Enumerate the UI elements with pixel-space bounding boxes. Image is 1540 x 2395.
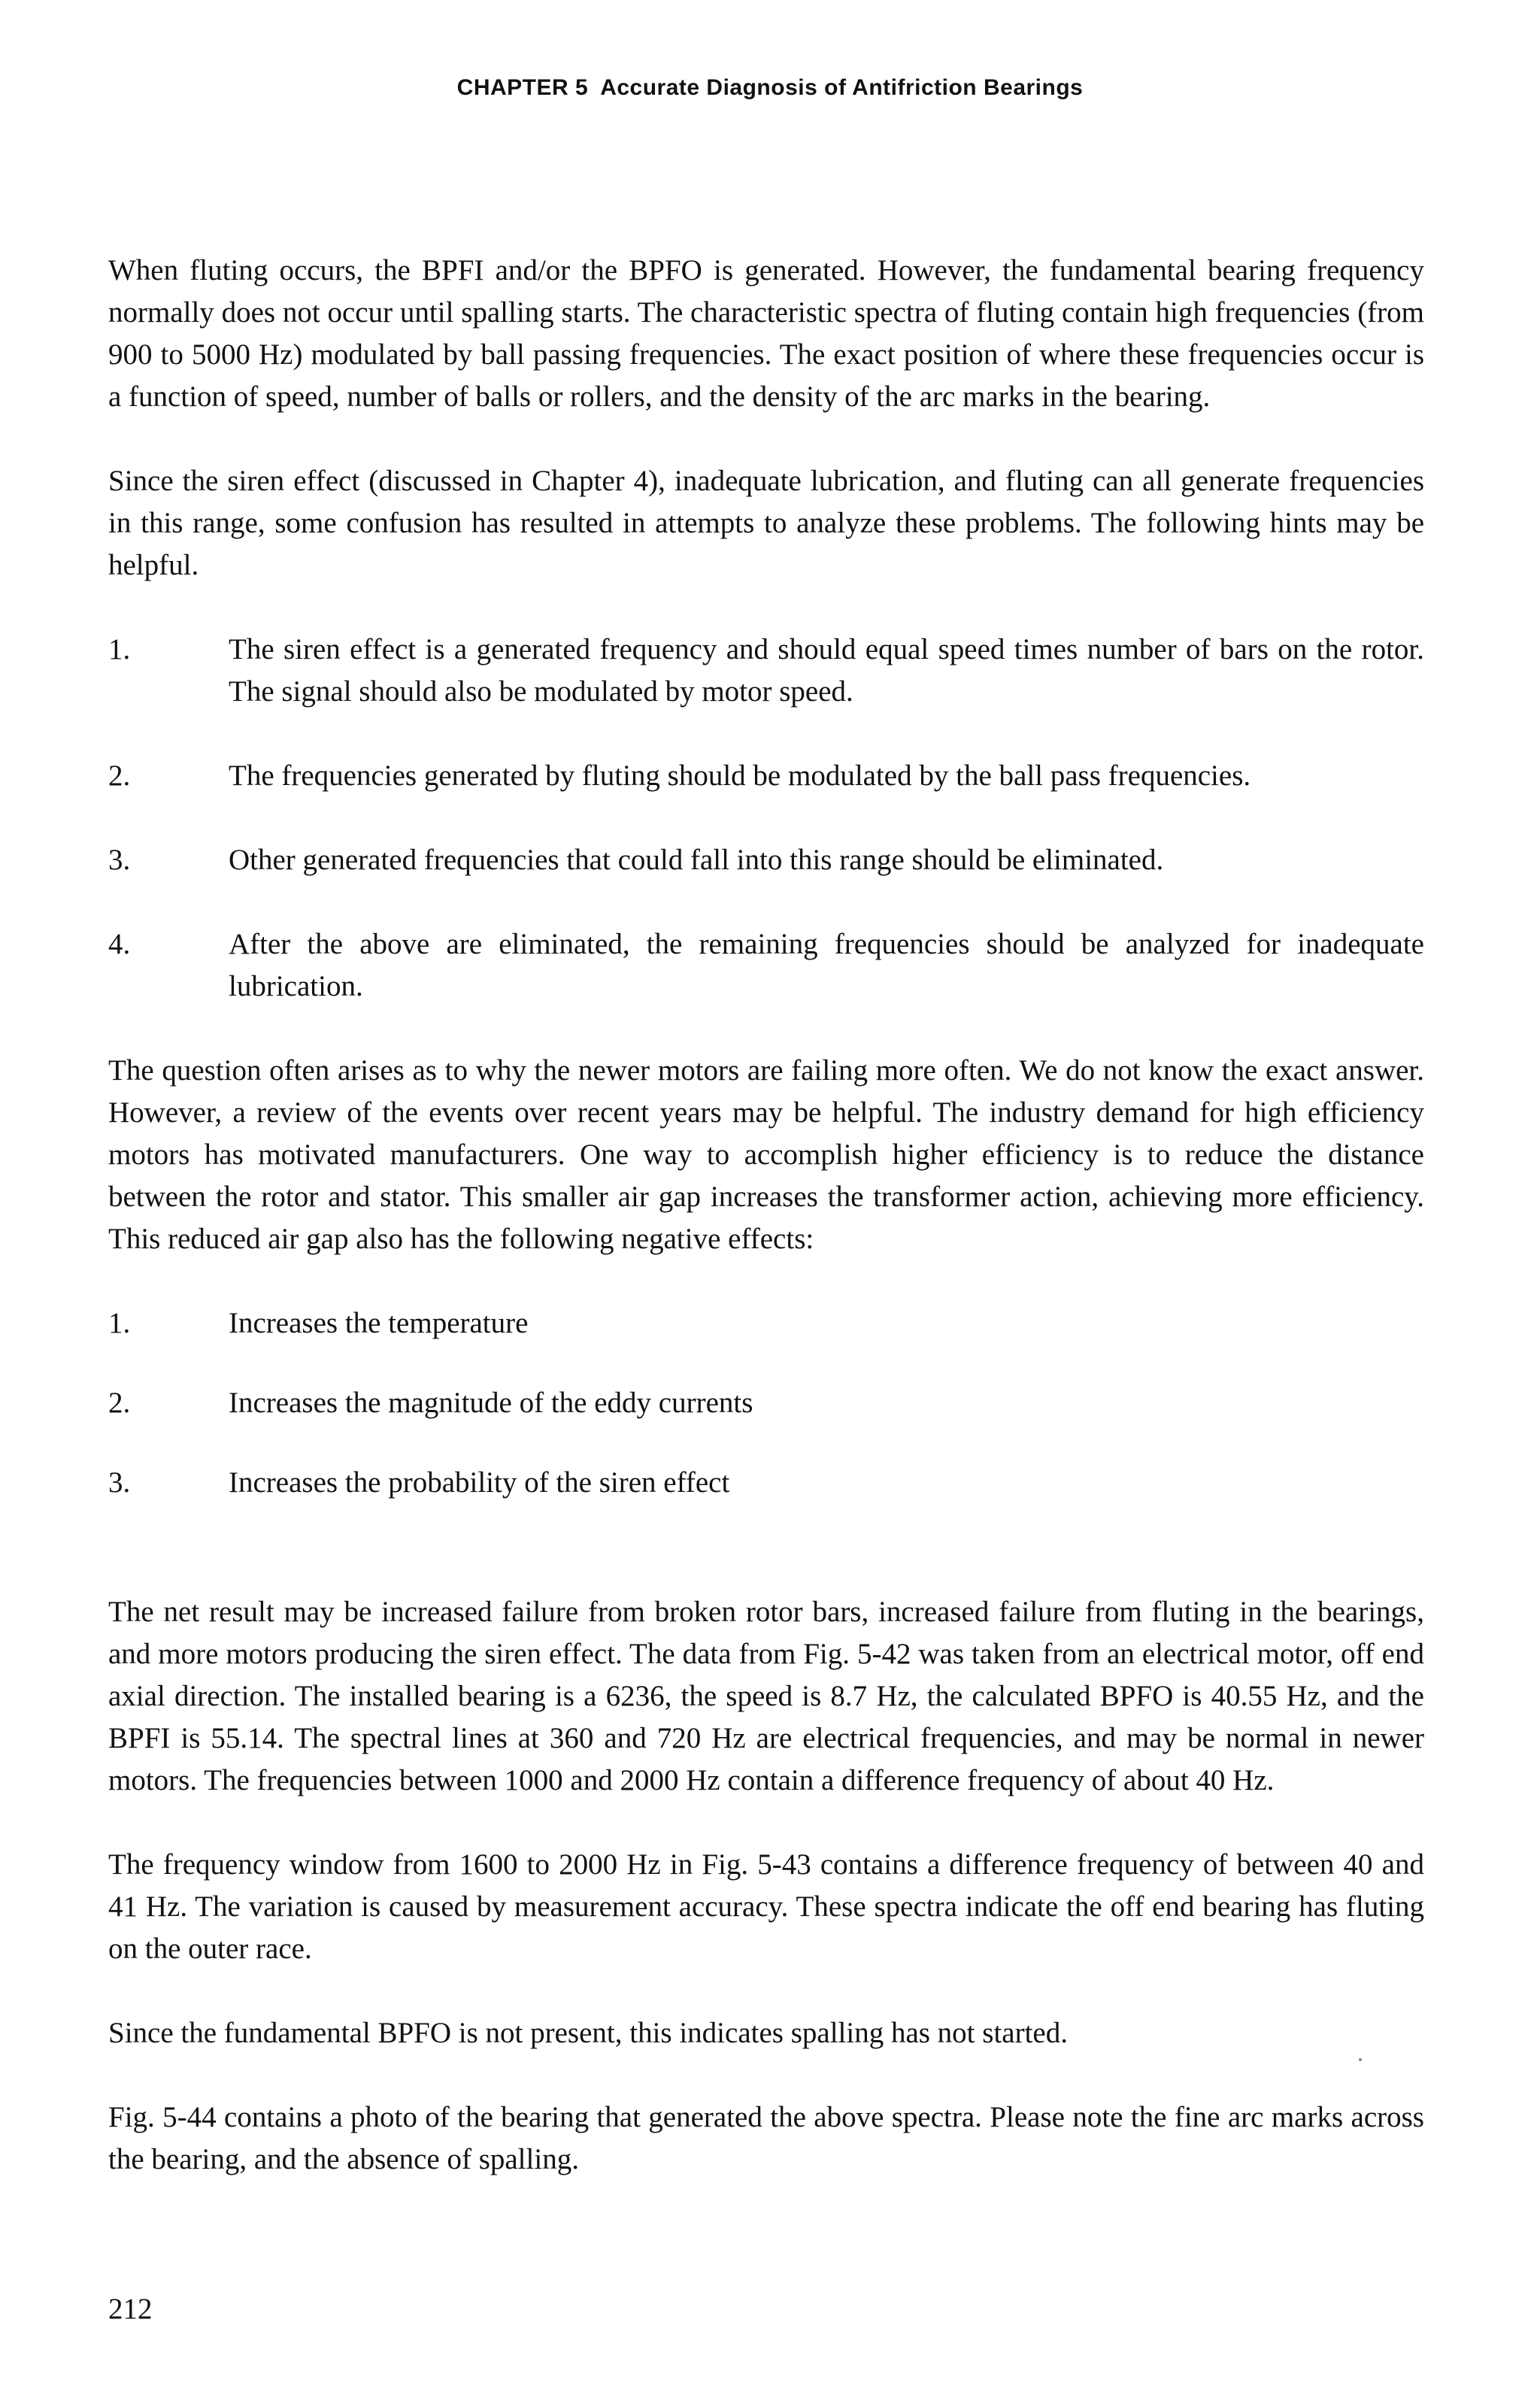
paragraph-newer-motors: The question often arises as to why the newer motors are failing more often. We do not know the exact answer. However, a review of the events over recent years may be helpful. The industry demand for high efficiency motors has motivated manufacturers. One way to accomplish higher efficiency is to reduce the distance between the rotor and stator. This smaller air gap increases the transformer action, achieving more efficiency. This reduced air gap also has the following negative effects: bbox=[108, 1054, 1424, 1255]
hints-list bbox=[108, 629, 1424, 1008]
list-item-number: 2. bbox=[108, 759, 131, 792]
list-item-text: Increases the temperature bbox=[229, 1307, 529, 1339]
list-item-number: 3. bbox=[108, 1466, 131, 1499]
paragraph-bpfo-absent: Since the fundamental BPFO is not present, this indicates spalling has not started. bbox=[108, 2017, 1068, 2049]
list-item-number: 1. bbox=[108, 1307, 131, 1339]
list-item-text: The siren effect is a generated frequency and should equal speed times number of bars on the rotor. The signal should also be modulated by motor speed. bbox=[229, 633, 1424, 708]
chapter-label: CHAPTER 5 bbox=[456, 75, 589, 100]
paragraph-siren-effect: Since the siren effect (discussed in Chapter 4), inadequate lubrication, and fluting can all generate frequencies in this range, some confusion has resulted in attempts to analyze these problems. The following hints may be helpful. bbox=[108, 465, 1424, 581]
list-item-text: Increases the probability of the siren effect bbox=[229, 1466, 730, 1499]
list-item bbox=[108, 923, 1424, 1008]
list-item bbox=[108, 1302, 1424, 1345]
paragraph-photo-note: Fig. 5-44 contains a photo of the bearing that generated the above spectra. Please note the fine arc marks across the bearing, and the absence of spalling. bbox=[108, 2101, 1424, 2175]
paragraph-net-result: The net result may be increased failure from broken rotor bars, increased failure from fluting in the bearings, and more motors producing the siren effect. The data from Fig. 5-42 was taken from an electrical motor, off end axial direction. The installed bearing is a 6236, the speed is 8.7 Hz, the calculated BPFO is 40.55 Hz, and the BPFI is 55.14. The spectral lines at 360 and 720 Hz are electrical frequencies, and may be normal in newer motors. The frequencies between 1000 and 2000 Hz contain a difference frequency of about 40 Hz. bbox=[108, 1596, 1424, 1796]
paragraph-frequency-window: The frequency window from 1600 to 2000 Hz in Fig. 5-43 contains a difference frequency of between 40 and 41 Hz. The variation is caused by measurement accuracy. These spectra indicate the off end bearing has fluting on the outer race. bbox=[108, 1848, 1424, 1965]
body-text bbox=[108, 250, 1424, 2223]
list-item-text: After the above are eliminated, the remaining frequencies should be analyzed for inadequate lubrication. bbox=[229, 928, 1424, 1002]
list-item bbox=[108, 755, 1424, 797]
list-item-text: Other generated frequencies that could fall into this range should be eliminated. bbox=[229, 844, 1164, 876]
list-item bbox=[108, 839, 1424, 881]
list-item-number: 1. bbox=[108, 633, 131, 665]
effects-list bbox=[108, 1302, 1424, 1504]
list-item bbox=[108, 629, 1424, 713]
spacer bbox=[108, 1546, 1424, 1591]
paragraph-fluting: When fluting occurs, the BPFI and/or the BPFO is generated. However, the fundamental bearing frequency normally does not occur until spalling starts. The characteristic spectra of fluting contain high frequencies (from 900 to 5000 Hz) modulated by ball passing frequencies. The exact position of where these frequencies occur is a function of speed, number of balls or rollers, and the density of the arc marks in the bearing. bbox=[108, 254, 1424, 413]
list-item bbox=[108, 1382, 1424, 1424]
scan-speck bbox=[1359, 2058, 1362, 2061]
list-item-text: The frequencies generated by fluting should be modulated by the ball pass frequencies. bbox=[229, 759, 1251, 792]
list-item-number: 4. bbox=[108, 928, 131, 960]
running-header bbox=[0, 75, 1540, 101]
page-number: 212 bbox=[108, 2293, 153, 2325]
list-item-number: 2. bbox=[108, 1387, 131, 1419]
list-item bbox=[108, 1462, 1424, 1504]
list-item-number: 3. bbox=[108, 844, 131, 876]
list-item-text: Increases the magnitude of the eddy currents bbox=[229, 1387, 753, 1419]
chapter-title: Accurate Diagnosis of Antifriction Bearings bbox=[600, 75, 1084, 100]
